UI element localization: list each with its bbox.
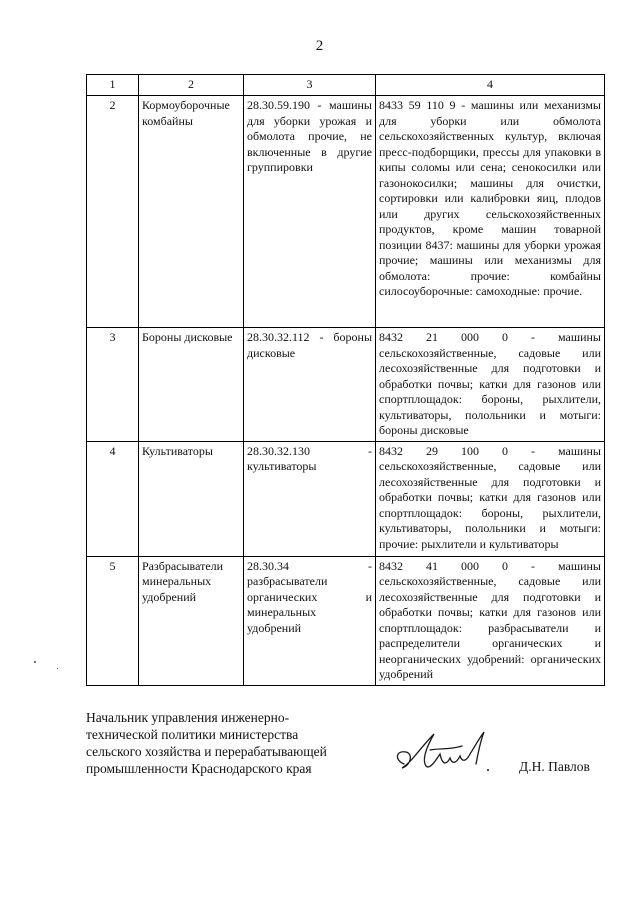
row-number: 2 [87,96,139,328]
row-name: Разбрасыватели минеральных удобрений [139,556,244,685]
row-okpd: 28.30.32.112 - бороны дисковые [244,328,376,442]
row-tnved: 8433 59 110 9 - машины или механизмы для уборки или обмолота сельскохозяйственных культур, включая пресс-подборщики, прессы для упаковки в кипы соломы или сена; сенокосилки или газонокосилки; машины для очистки, сортировки или калибровки яиц, плодов или других сельскохозяйственных продуктов, кроме машин товарной позиции 8437: машины для уборки урожая прочие; машины или механизмы для обмолота: прочие: комбайны силосоуборочные: самоходные: прочие. [376,96,605,328]
scan-speck [57,668,58,669]
page-number: 2 [315,38,324,54]
signatory-title-line: сельского хозяйства и перерабатывающей [86,744,327,759]
table-row [87,441,605,556]
signatory-title-line: Начальник управления инженерно- [86,710,290,725]
registry-table [86,74,605,686]
signatory-title-line: технической политики министерства [86,727,299,742]
row-tnved: 8432 41 000 0 - машины сельскохозяйственные, садовые или лесохозяйственные для подготовки и обработки почвы; катки для газонов или спортплощадок: разбрасыватели и распределители органических и неорганических удобрений: органических удобрений [376,556,605,685]
row-number: 3 [87,328,139,442]
row-okpd: 28.30.59.190 - машины для уборки урожая и обмолота прочие, не включенные в другие группировки [244,96,376,328]
row-name: Культиваторы [139,441,244,556]
header-col-1: 1 [87,75,139,96]
table-row [87,328,605,442]
row-number: 4 [87,441,139,556]
row-number: 5 [87,556,139,685]
table-row [87,96,605,328]
row-name: Бороны дисковые [139,328,244,442]
row-name: Кормоуборочные комбайны [139,96,244,328]
row-okpd: 28.30.34 - разбрасыватели органических и минеральных удобрений [244,556,376,685]
handwritten-signature [390,720,500,780]
table-row [87,556,605,685]
row-tnved: 8432 29 100 0 - машины сельскохозяйственные, садовые или лесохозяйственные для подготовки и обработки почвы; катки для газонов или спортплощадок: бороны, рыхлители, культиваторы, полольники и мотыги: прочие: рыхлители и культиваторы [376,441,605,556]
header-col-2: 2 [139,75,244,96]
table-header-row [87,75,605,96]
signatory-title [86,709,376,777]
signer-name: Д.Н. Павлов [519,759,590,774]
header-col-4: 4 [376,75,605,96]
scan-speck [34,661,36,663]
header-col-3: 3 [244,75,376,96]
row-okpd: 28.30.32.130 - культиваторы [244,441,376,556]
signatory-title-line: промышленности Краснодарского края [86,761,312,776]
row-tnved: 8432 21 000 0 - машины сельскохозяйственные, садовые или лесохозяйственные для подготовки и обработки почвы; катки для газонов или спортплощадок: бороны, рыхлители, культиваторы, полольники и мотыги: бороны дисковые [376,328,605,442]
